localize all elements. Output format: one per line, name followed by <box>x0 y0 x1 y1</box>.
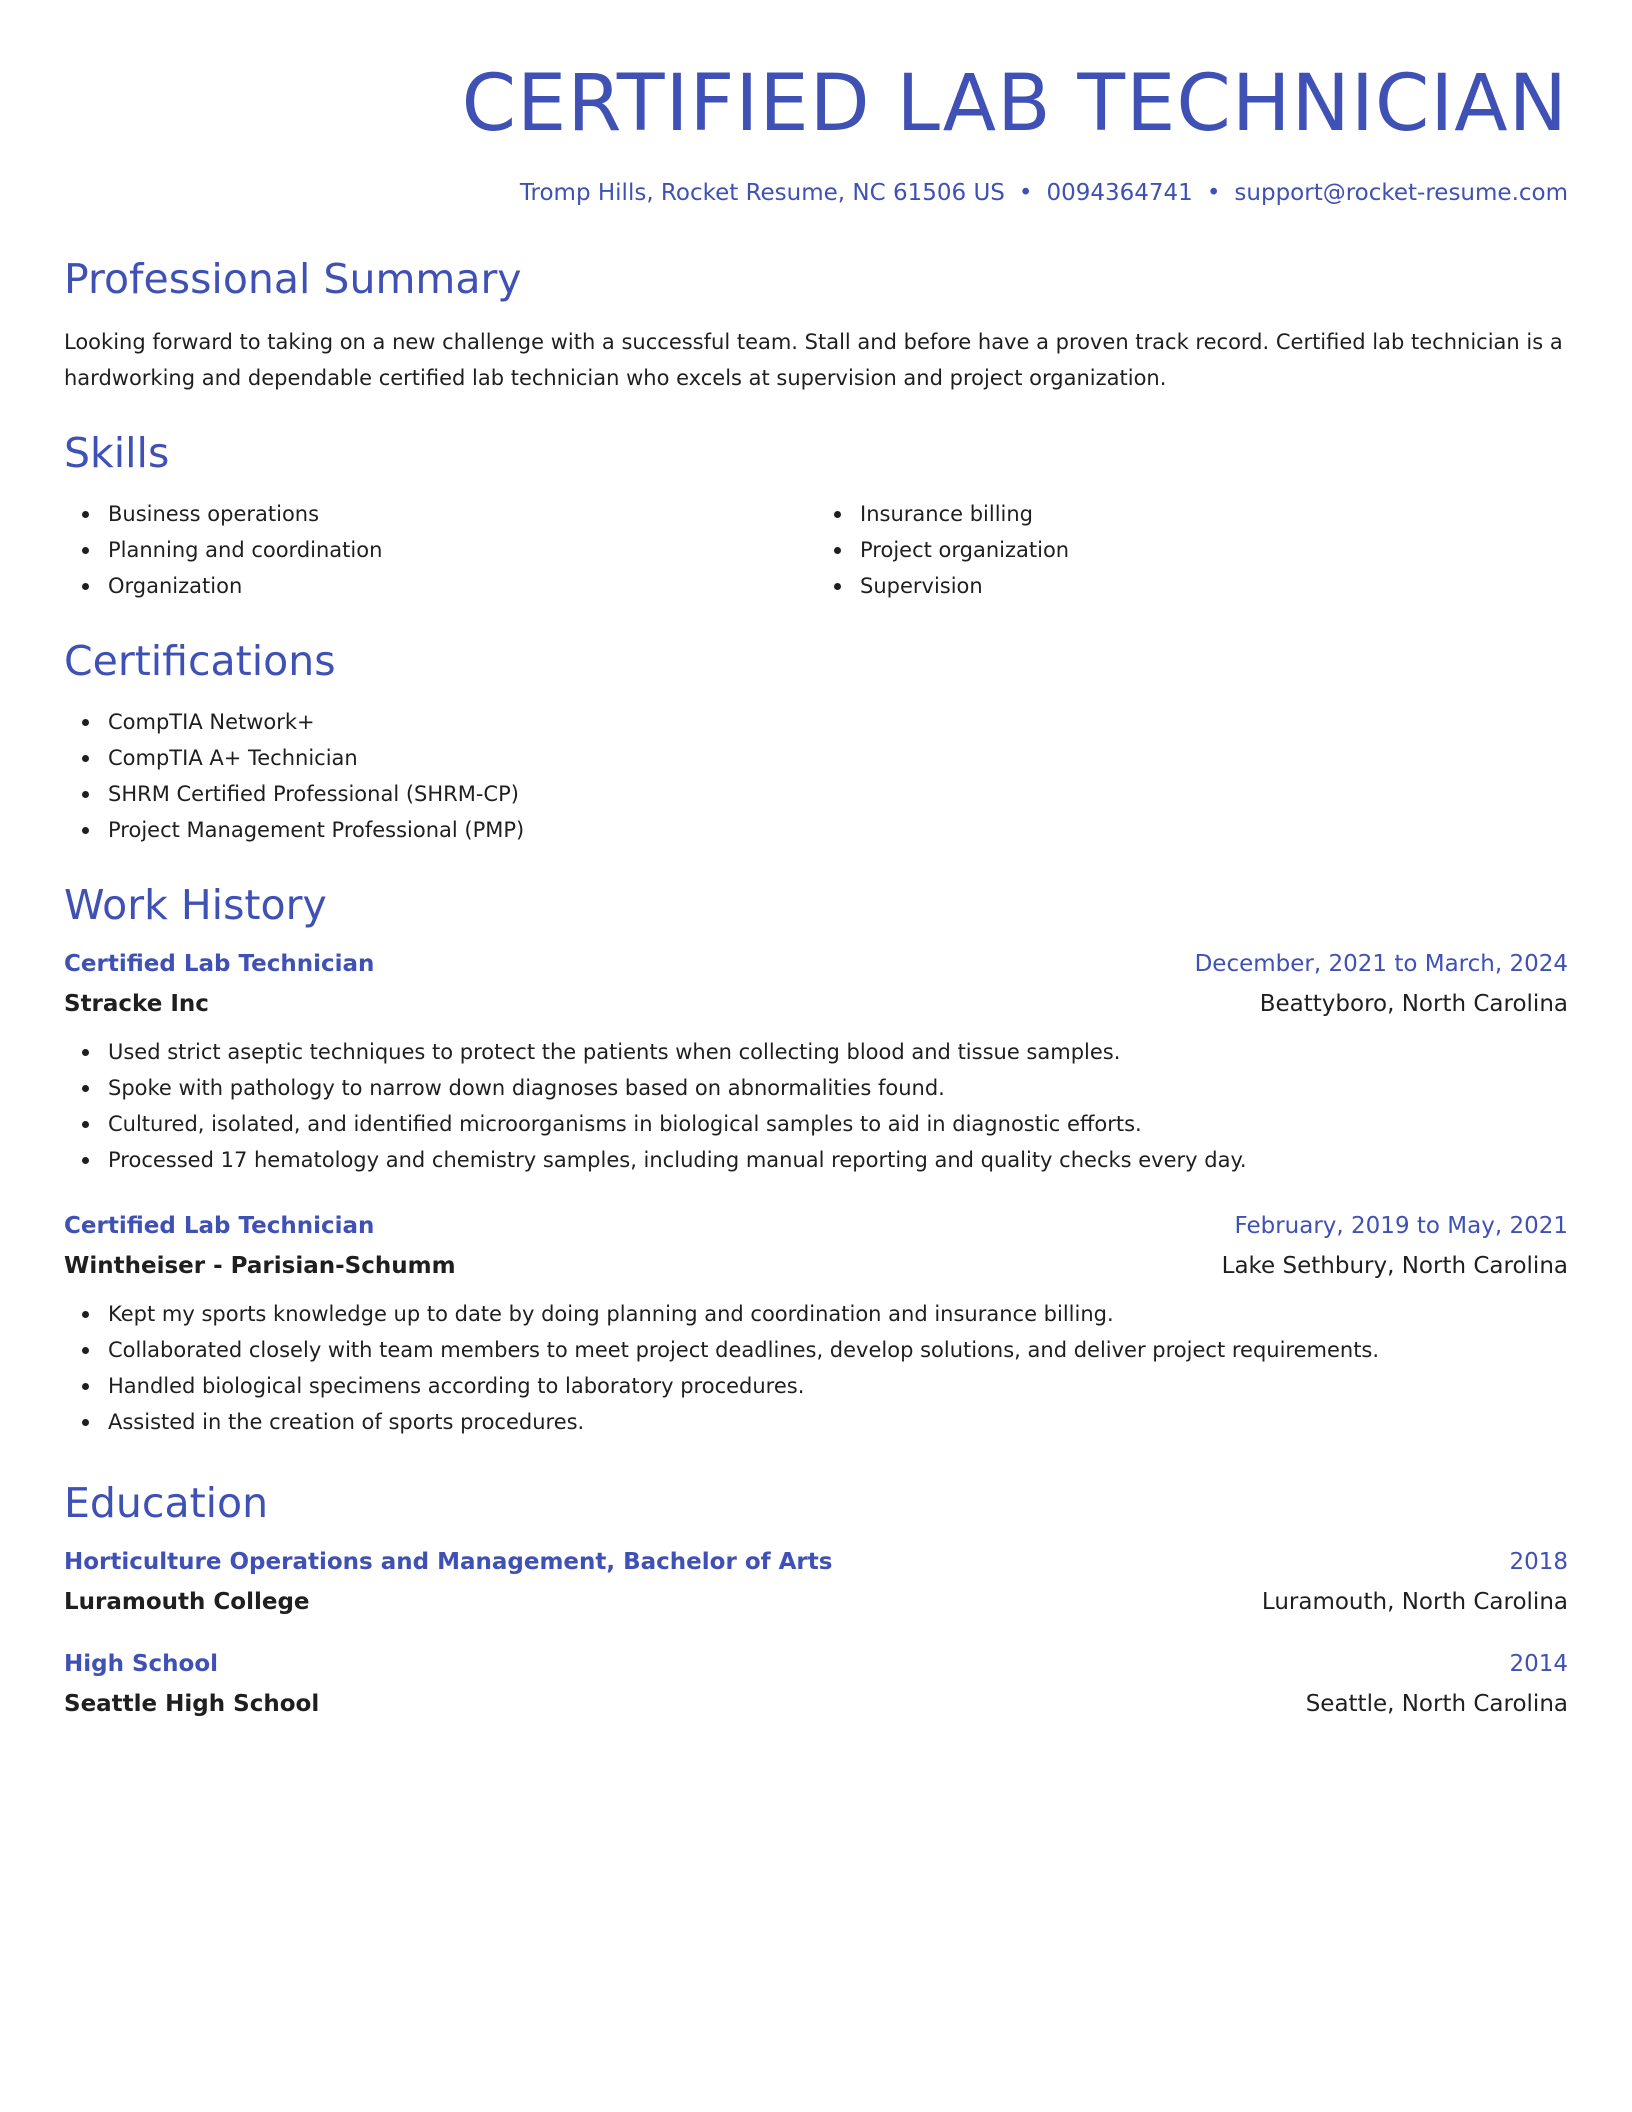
summary-heading: Professional Summary <box>64 255 522 303</box>
job-duty: Spoke with pathology to narrow down diagnoses based on abnormalities found. <box>64 1070 1568 1106</box>
education-school: Luramouth College <box>64 1589 310 1615</box>
job-company-row <box>64 1250 1568 1282</box>
certifications-heading: Certifications <box>64 637 336 685</box>
job-location: Lake Sethbury, North Carolina <box>1221 1253 1568 1279</box>
certification-item: Project Management Professional (PMP) <box>64 812 1568 848</box>
job-role: Certified Lab Technician <box>64 1213 375 1239</box>
job-company: Stracke Inc <box>64 991 209 1017</box>
skill-item: Insurance billing <box>816 496 1568 532</box>
skill-item: Business operations <box>64 496 816 532</box>
job-dates: December, 2021 to March, 2024 <box>1194 951 1568 977</box>
job-company-row <box>64 988 1568 1020</box>
skills-list-left <box>64 496 816 604</box>
skill-item: Project organization <box>816 532 1568 568</box>
education-year: 2018 <box>1509 1549 1568 1575</box>
job-role: Certified Lab Technician <box>64 951 375 977</box>
education-degree: Horticulture Operations and Management, Bachelor of Arts <box>64 1549 833 1575</box>
education-school-row <box>64 1586 1568 1618</box>
certifications-list <box>64 704 1568 848</box>
candidate-name: CERTIFIED LAB TECHNICIAN <box>461 59 1568 149</box>
certification-item: CompTIA A+ Technician <box>64 740 1568 776</box>
education-heading: Education <box>64 1479 269 1527</box>
job-entry <box>64 1210 1568 1440</box>
skills-list-right <box>816 496 1568 604</box>
contact-email: support@rocket-resume.com <box>1234 180 1568 206</box>
certification-item: SHRM Certified Professional (SHRM-CP) <box>64 776 1568 812</box>
job-dates: February, 2019 to May, 2021 <box>1234 1213 1568 1239</box>
skills-heading: Skills <box>64 429 170 477</box>
contact-line <box>64 178 1568 208</box>
job-entry <box>64 948 1568 1178</box>
skills-grid <box>64 496 1568 604</box>
job-duties-list <box>64 1034 1568 1178</box>
education-school-row <box>64 1688 1568 1720</box>
job-header-row <box>64 948 1568 980</box>
job-header-row <box>64 1210 1568 1242</box>
contact-separator: • <box>1206 180 1221 206</box>
contact-address: Tromp Hills, Rocket Resume, NC 61506 US <box>519 180 1005 206</box>
job-duties-list <box>64 1296 1568 1440</box>
education-school: Seattle High School <box>64 1691 320 1717</box>
skill-item: Supervision <box>816 568 1568 604</box>
certification-item: CompTIA Network+ <box>64 704 1568 740</box>
work-history-heading: Work History <box>64 881 327 929</box>
skill-item: Planning and coordination <box>64 532 816 568</box>
education-header-row <box>64 1648 1568 1680</box>
skill-item: Organization <box>64 568 816 604</box>
education-entry <box>64 1546 1568 1618</box>
education-location: Luramouth, North Carolina <box>1261 1589 1568 1615</box>
job-duty: Used strict aseptic techniques to protect the patients when collecting blood and tissue samples. <box>64 1034 1568 1070</box>
education-location: Seattle, North Carolina <box>1305 1691 1568 1717</box>
job-location: Beattyboro, North Carolina <box>1259 991 1568 1017</box>
resume-header <box>64 56 1568 208</box>
job-duty: Kept my sports knowledge up to date by doing planning and coordination and insurance billing. <box>64 1296 1568 1332</box>
job-duty: Processed 17 hematology and chemistry samples, including manual reporting and quality checks every day. <box>64 1142 1568 1178</box>
contact-phone: 0094364741 <box>1046 180 1193 206</box>
education-entry <box>64 1648 1568 1720</box>
job-duty: Handled biological specimens according to laboratory procedures. <box>64 1368 1568 1404</box>
contact-separator: • <box>1018 180 1033 206</box>
job-duty: Cultured, isolated, and identified microorganisms in biological samples to aid in diagnostic efforts. <box>64 1106 1568 1142</box>
education-degree: High School <box>64 1651 219 1677</box>
education-year: 2014 <box>1509 1651 1568 1677</box>
job-duty: Assisted in the creation of sports procedures. <box>64 1404 1568 1440</box>
job-company: Wintheiser - Parisian-Schumm <box>64 1253 456 1279</box>
education-header-row <box>64 1546 1568 1578</box>
job-duty: Collaborated closely with team members to meet project deadlines, develop solutions, and deliver project requirements. <box>64 1332 1568 1368</box>
summary-text: Looking forward to taking on a new challenge with a successful team. Stall and before have a proven track record. Certified lab technician is a hardworking and dependable certified lab technician who excels at supervision and project organization. <box>64 330 1563 390</box>
